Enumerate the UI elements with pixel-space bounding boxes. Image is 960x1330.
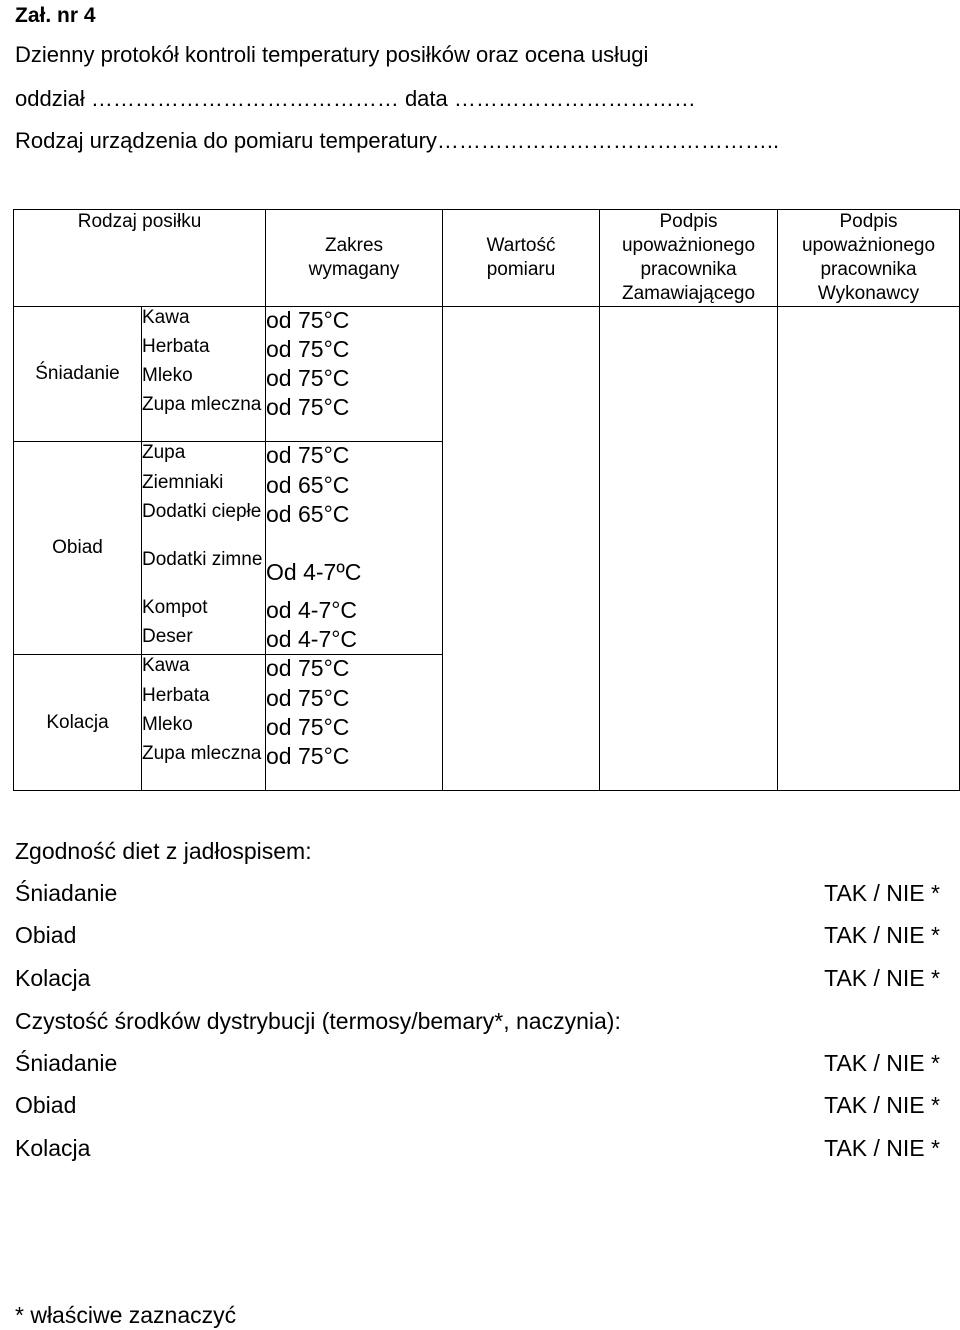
required-range: od 75°C bbox=[266, 685, 443, 714]
meal-group-label: Śniadanie bbox=[14, 307, 142, 442]
dish-name: Kawa bbox=[142, 307, 266, 336]
required-range: od 75°C bbox=[266, 655, 443, 685]
measured-value-header: Wartość pomiaru bbox=[443, 210, 600, 307]
footnote: * właściwe zaznaczyć bbox=[15, 1302, 237, 1328]
ordering-signature-cell[interactable] bbox=[600, 626, 778, 655]
required-range: od 4-7°C bbox=[266, 597, 443, 626]
measured-value-cell[interactable] bbox=[443, 394, 600, 442]
ordering-signature-cell[interactable] bbox=[600, 394, 778, 442]
contractor-signature-cell[interactable] bbox=[778, 714, 960, 743]
contractor-signature-cell[interactable] bbox=[778, 597, 960, 626]
required-range: od 75°C bbox=[266, 743, 443, 791]
measuring-device-line: Rodzaj urządzenia do pomiaru temperatury……………………………………….. bbox=[15, 128, 780, 153]
diet-meal-label: Kolacja bbox=[15, 965, 91, 991]
diet-meal-label: Obiad bbox=[15, 922, 77, 948]
cleanliness-meal-label: Kolacja bbox=[15, 1135, 91, 1161]
table-row bbox=[14, 714, 960, 743]
table-row bbox=[14, 626, 960, 655]
table-row bbox=[14, 501, 960, 549]
contractor-signature-cell[interactable] bbox=[778, 307, 960, 336]
ordering-signature-cell[interactable] bbox=[600, 365, 778, 394]
diet-row-supper bbox=[15, 965, 940, 992]
cleanliness-answer-options[interactable]: TAK / NIE * bbox=[824, 1092, 940, 1118]
dish-name: Kawa bbox=[142, 655, 266, 685]
ordering-signature-cell[interactable] bbox=[600, 501, 778, 549]
contractor-signature-header: Podpis upoważnionego pracownika Wykonawcy bbox=[778, 210, 960, 307]
contractor-signature-cell[interactable] bbox=[778, 549, 960, 597]
cleanliness-heading: Czystość środków dystrybucji (termosy/bemary*, naczynia): bbox=[15, 1008, 621, 1034]
table-row bbox=[14, 597, 960, 626]
temperature-table bbox=[13, 209, 960, 791]
dish-name: Herbata bbox=[142, 336, 266, 365]
table-row bbox=[14, 549, 960, 597]
dish-name: Mleko bbox=[142, 365, 266, 394]
cleanliness-row-breakfast bbox=[15, 1050, 940, 1077]
required-range-header: Zakres wymagany bbox=[266, 210, 443, 307]
measured-value-cell[interactable] bbox=[443, 597, 600, 626]
cleanliness-answer-options[interactable]: TAK / NIE * bbox=[824, 1135, 940, 1161]
table-row bbox=[14, 394, 960, 442]
dish-name: Zupa mleczna bbox=[142, 394, 266, 442]
contractor-signature-cell[interactable] bbox=[778, 743, 960, 791]
ordering-signature-cell[interactable] bbox=[600, 685, 778, 714]
dish-name: Kompot bbox=[142, 597, 266, 626]
dish-name: Ziemniaki bbox=[142, 472, 266, 501]
required-range: Od 4-7ºC bbox=[266, 549, 443, 597]
contractor-signature-cell[interactable] bbox=[778, 501, 960, 549]
ordering-signature-cell[interactable] bbox=[600, 307, 778, 336]
ordering-signature-cell[interactable] bbox=[600, 597, 778, 626]
cleanliness-row-supper bbox=[15, 1135, 940, 1162]
required-range: od 65°C bbox=[266, 472, 443, 501]
contractor-signature-cell[interactable] bbox=[778, 365, 960, 394]
dish-name: Dodatki ciepłe bbox=[142, 501, 266, 549]
cleanliness-meal-label: Obiad bbox=[15, 1092, 77, 1118]
ordering-signature-cell[interactable] bbox=[600, 743, 778, 791]
meal-group-label: Obiad bbox=[14, 442, 142, 655]
cleanliness-row-lunch bbox=[15, 1092, 940, 1119]
table-row bbox=[14, 743, 960, 791]
required-range: od 65°C bbox=[266, 501, 443, 549]
dish-name: Herbata bbox=[142, 685, 266, 714]
table-row bbox=[14, 655, 960, 685]
contractor-signature-cell[interactable] bbox=[778, 442, 960, 472]
required-range: od 75°C bbox=[266, 336, 443, 365]
measured-value-cell[interactable] bbox=[443, 655, 600, 685]
dish-name: Zupa bbox=[142, 442, 266, 472]
dish-name: Deser bbox=[142, 626, 266, 655]
table-body bbox=[14, 307, 960, 791]
diet-row-lunch bbox=[15, 922, 940, 949]
measured-value-cell[interactable] bbox=[443, 685, 600, 714]
contractor-signature-cell[interactable] bbox=[778, 626, 960, 655]
ordering-signature-cell[interactable] bbox=[600, 549, 778, 597]
measured-value-cell[interactable] bbox=[443, 336, 600, 365]
table-row bbox=[14, 365, 960, 394]
table-row bbox=[14, 307, 960, 336]
diet-row-breakfast bbox=[15, 880, 940, 907]
attachment-label: Zał. nr 4 bbox=[15, 4, 96, 27]
measured-value-cell[interactable] bbox=[443, 549, 600, 597]
table-row bbox=[14, 442, 960, 472]
required-range: od 75°C bbox=[266, 307, 443, 336]
cleanliness-meal-label: Śniadanie bbox=[15, 1050, 118, 1076]
measured-value-cell[interactable] bbox=[443, 307, 600, 336]
ordering-signature-cell[interactable] bbox=[600, 714, 778, 743]
required-range: od 4-7°C bbox=[266, 626, 443, 655]
document-title: Dzienny protokół kontroli temperatury posiłków oraz ocena usługi bbox=[15, 42, 649, 67]
contractor-signature-cell[interactable] bbox=[778, 655, 960, 685]
contractor-signature-cell[interactable] bbox=[778, 336, 960, 365]
ordering-signature-cell[interactable] bbox=[600, 472, 778, 501]
meal-group-label: Kolacja bbox=[14, 655, 142, 791]
required-range: od 75°C bbox=[266, 714, 443, 743]
table-row bbox=[14, 336, 960, 365]
required-range: od 75°C bbox=[266, 442, 443, 472]
contractor-signature-cell[interactable] bbox=[778, 472, 960, 501]
contractor-signature-cell[interactable] bbox=[778, 685, 960, 714]
required-range: od 75°C bbox=[266, 365, 443, 394]
measured-value-cell[interactable] bbox=[443, 501, 600, 549]
measured-value-cell[interactable] bbox=[443, 714, 600, 743]
measured-value-cell[interactable] bbox=[443, 472, 600, 501]
measured-value-cell[interactable] bbox=[443, 442, 600, 472]
diet-meal-label: Śniadanie bbox=[15, 880, 118, 906]
diet-answer-options[interactable]: TAK / NIE * bbox=[824, 922, 940, 948]
measured-value-cell[interactable] bbox=[443, 365, 600, 394]
table-row bbox=[14, 472, 960, 501]
ordering-signature-cell[interactable] bbox=[600, 336, 778, 365]
department-date-line: oddział …………………………………… data …………………………… bbox=[15, 86, 696, 111]
ordering-signature-header: Podpis upoważnionego pracownika Zamawiającego bbox=[600, 210, 778, 307]
ordering-signature-cell[interactable] bbox=[600, 655, 778, 685]
meal-type-header: Rodzaj posiłku bbox=[14, 210, 266, 307]
diet-compliance-heading: Zgodność diet z jadłospisem: bbox=[15, 838, 312, 864]
ordering-signature-cell[interactable] bbox=[600, 442, 778, 472]
measured-value-cell[interactable] bbox=[443, 626, 600, 655]
table-row bbox=[14, 685, 960, 714]
diet-answer-options[interactable]: TAK / NIE * bbox=[824, 965, 940, 991]
diet-answer-options[interactable]: TAK / NIE * bbox=[824, 880, 940, 906]
dish-name: Zupa mleczna bbox=[142, 743, 266, 791]
measured-value-cell[interactable] bbox=[443, 743, 600, 791]
contractor-signature-cell[interactable] bbox=[778, 394, 960, 442]
dish-name: Dodatki zimne bbox=[142, 549, 266, 597]
required-range: od 75°C bbox=[266, 394, 443, 442]
dish-name: Mleko bbox=[142, 714, 266, 743]
cleanliness-answer-options[interactable]: TAK / NIE * bbox=[824, 1050, 940, 1076]
